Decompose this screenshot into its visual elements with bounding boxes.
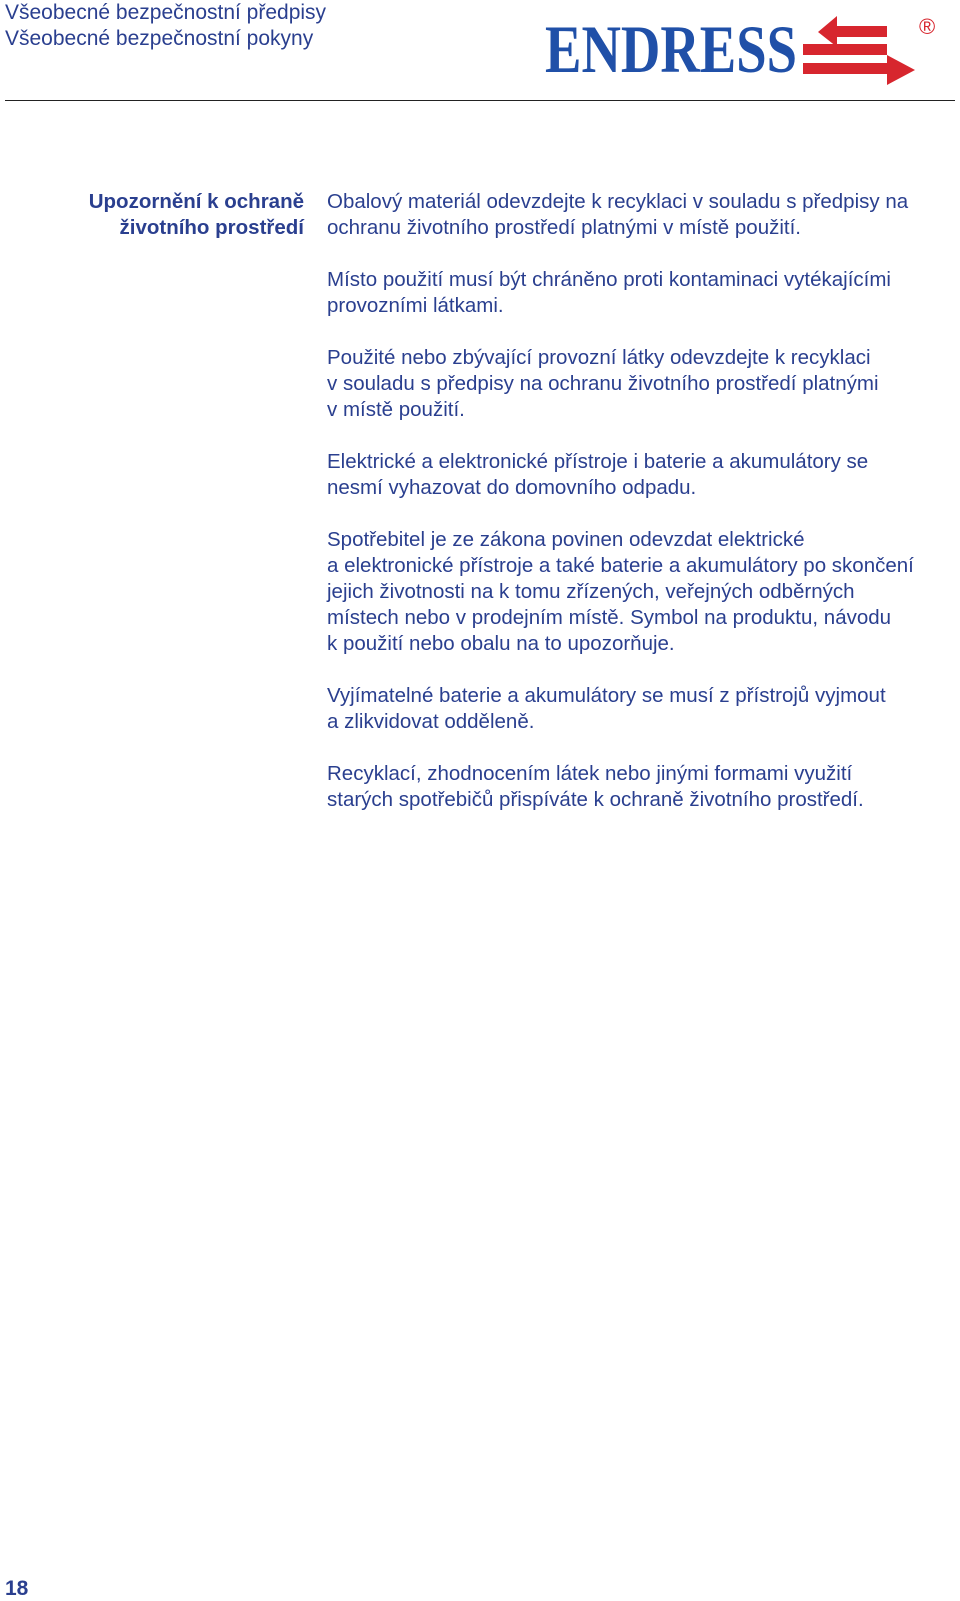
paragraph-consumer-obligation <box>327 527 957 657</box>
registered-mark: ® <box>919 14 936 39</box>
page-number: 18 <box>5 1577 29 1600</box>
paragraph-contamination <box>327 267 957 319</box>
text-line: starých spotřebičů přispíváte k ochraně životního prostředí. <box>327 788 864 811</box>
text-line: Recyklací, zhodnocením látek nebo jinými formami využití <box>327 762 853 785</box>
paragraph-recycling <box>327 761 957 813</box>
paragraph-packaging <box>327 189 957 241</box>
text-line: Elektrické a elektronické přístroje i baterie a akumulátory se <box>327 450 869 473</box>
document-header <box>5 0 326 52</box>
section-body <box>327 189 957 839</box>
paragraph-electronics <box>327 449 957 501</box>
text-line: nesmí vyhazovat do domovního odpadu. <box>327 476 697 499</box>
text-line: provozními látkami. <box>327 294 504 317</box>
text-line: Místo použití musí být chráněno proti kontaminaci vytékajícími <box>327 268 891 291</box>
text-line: Obalový materiál odevzdejte k recyklaci v souladu s předpisy na <box>327 190 909 213</box>
text-line: jejich životnosti na k tomu zřízených, veřejných odběrných <box>327 580 855 603</box>
logo-arrow-emblem <box>803 16 915 85</box>
section-heading-line1: Upozornění k ochraně <box>88 190 304 213</box>
text-line: Vyjímatelné baterie a akumulátory se musí z přístrojů vyjmout <box>327 684 886 707</box>
paragraph-operating-fluids <box>327 345 957 423</box>
text-line: místech nebo v prodejním místě. Symbol na produktu, návodu <box>327 606 892 629</box>
section-heading <box>0 189 304 241</box>
text-line: ochranu životního prostředí platnými v místě použití. <box>327 216 802 239</box>
section-heading-line2: životního prostředí <box>119 216 304 239</box>
text-line: Spotřebitel je ze zákona povinen odevzdat elektrické <box>327 528 805 551</box>
text-line: a zlikvidovat odděleně. <box>327 710 535 733</box>
text-line: Použité nebo zbývající provozní látky odevzdejte k recyklaci <box>327 346 871 369</box>
logo-wordmark: ENDRESS <box>545 11 797 85</box>
text-line: k použití nebo obalu na to upozorňuje. <box>327 632 675 655</box>
header-title-secondary: Všeobecné bezpečnostní pokyny <box>5 27 314 50</box>
header-title-primary: Všeobecné bezpečnostní předpisy <box>5 1 327 24</box>
text-line: v souladu s předpisy na ochranu životního prostředí platnými <box>327 372 879 395</box>
endress-logo <box>545 10 955 85</box>
text-line: v místě použití. <box>327 398 465 421</box>
paragraph-removable-batteries <box>327 683 957 735</box>
text-line: a elektronické přístroje a také baterie a akumulátory po skončení <box>327 554 914 577</box>
header-divider <box>5 100 955 101</box>
